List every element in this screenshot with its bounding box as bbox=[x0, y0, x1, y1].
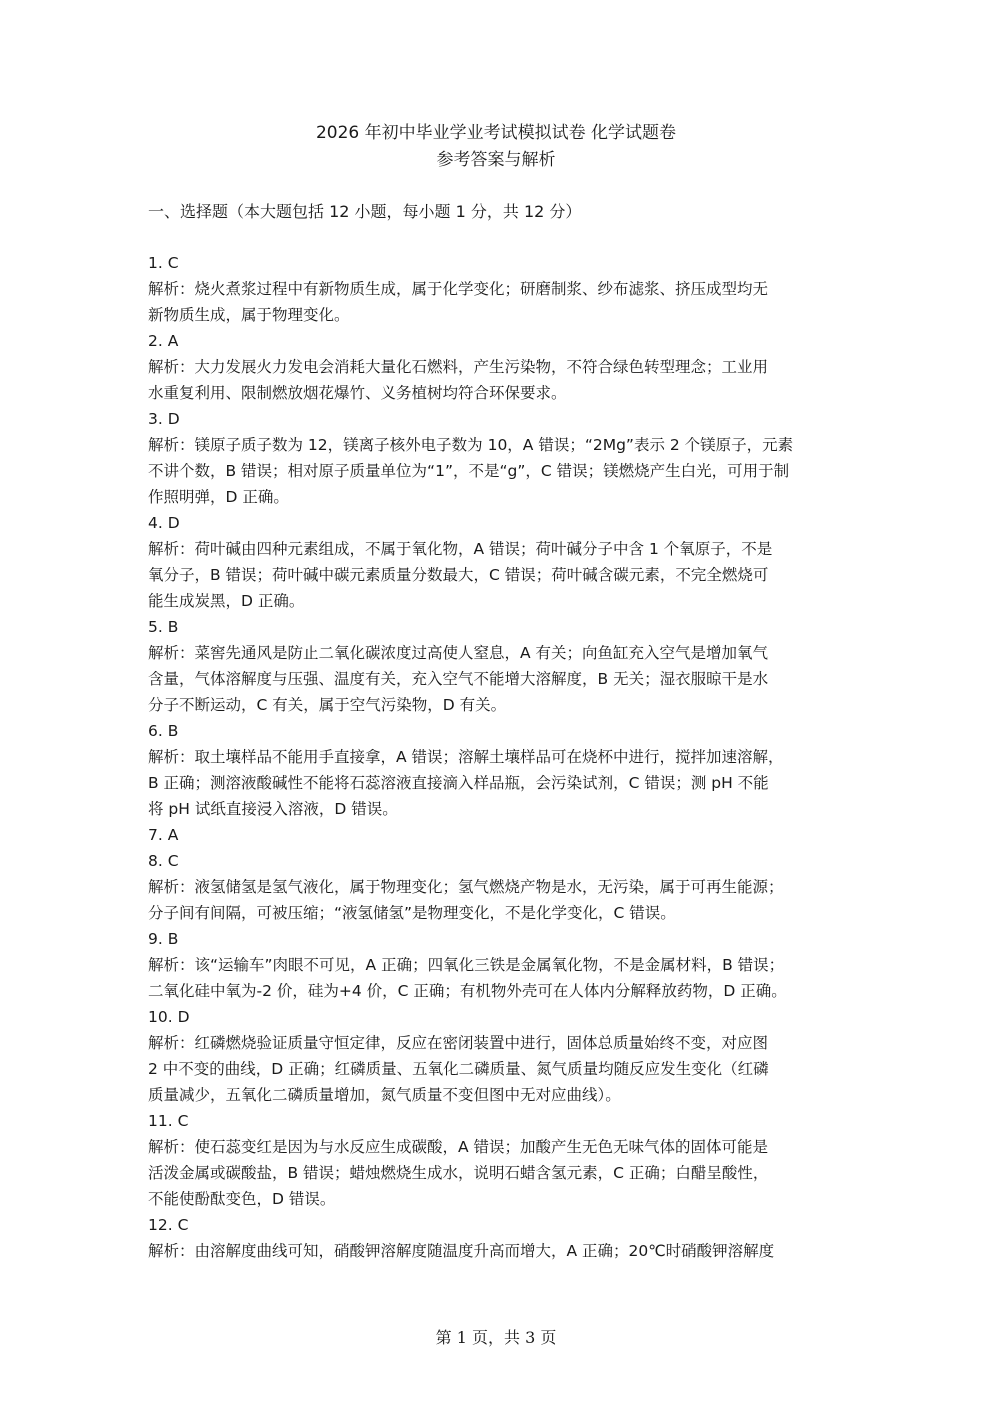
answer-label: 12. C bbox=[148, 1216, 189, 1234]
answer-item bbox=[148, 1212, 848, 1264]
answer-item bbox=[148, 718, 848, 822]
analysis-line: 解析：荷叶碱由四种元素组成，不属于氧化物，A 错误；荷叶碱分子中含 1 个氧原子，不是 bbox=[148, 540, 773, 558]
analysis-line: 能生成炭黑，D 正确。 bbox=[148, 592, 305, 610]
analysis-line: B 正确；测溶液酸碱性不能将石蕊溶液直接滴入样品瓶，会污染试剂，C 错误；测 pH 不能 bbox=[148, 774, 769, 792]
answer-item bbox=[148, 328, 848, 406]
answer-label: 3. D bbox=[148, 410, 180, 428]
analysis-line: 分子不断运动，C 有关，属于空气污染物，D 有关。 bbox=[148, 696, 507, 714]
analysis-line: 质量减少，五氧化二磷质量增加，氮气质量不变但图中无对应曲线）。 bbox=[148, 1086, 621, 1104]
analysis-line: 含量，气体溶解度与压强、温度有关，充入空气不能增大溶解度，B 无关；湿衣服晾干是水 bbox=[148, 670, 769, 688]
analysis-line: 解析：镁原子质子数为 12，镁离子核外电子数为 10，A 错误；“2Mg”表示 2 个镁原子，元素 bbox=[148, 436, 794, 454]
answer-item bbox=[148, 614, 848, 718]
analysis-line: 解析：由溶解度曲线可知，硝酸钾溶解度随温度升高而增大，A 正确；20℃时硝酸钾溶解度 bbox=[148, 1242, 775, 1260]
analysis-line: 解析：该“运输车”肉眼不可见，A 正确；四氧化三铁是金属氧化物，不是金属材料，B 错误； bbox=[148, 956, 785, 974]
answer-label: 5. B bbox=[148, 618, 179, 636]
analysis-line: 二氧化硅中氧为-2 价，硅为+4 价，C 正确；有机物外壳可在人体内分解释放药物，D 正确。 bbox=[148, 982, 787, 1000]
analysis-line: 作照明弹，D 正确。 bbox=[148, 488, 289, 506]
answer-label: 7. A bbox=[148, 826, 179, 844]
answer-list bbox=[148, 250, 848, 1264]
analysis-line: 2 中不变的曲线，D 正确；红磷质量、五氧化二磷质量、氮气质量均随反应发生变化（红磷 bbox=[148, 1060, 769, 1078]
page-title: 2026 年初中毕业学业考试模拟试卷 化学试题卷 bbox=[315, 123, 677, 143]
analysis-line: 解析：大力发展火力发电会消耗大量化石燃料，产生污染物，不符合绿色转型理念；工业用 bbox=[148, 358, 769, 376]
analysis-line: 解析：液氢储氢是氢气液化，属于物理变化；氢气燃烧产物是水，无污染，属于可再生能源； bbox=[148, 878, 784, 896]
page-footer: 第 1 页，共 3 页 bbox=[435, 1328, 557, 1347]
answer-label: 2. A bbox=[148, 332, 179, 350]
answer-item bbox=[148, 822, 848, 848]
answer-item bbox=[148, 848, 848, 926]
section-heading: 一、选择题（本大题包括 12 小题，每小题 1 分，共 12 分） bbox=[148, 202, 582, 221]
analysis-line: 解析：红磷燃烧验证质量守恒定律，反应在密闭装置中进行，固体总质量始终不变，对应图 bbox=[148, 1034, 769, 1052]
answer-item bbox=[148, 250, 848, 328]
answer-label: 11. C bbox=[148, 1112, 189, 1130]
answer-label: 4. D bbox=[148, 514, 180, 532]
analysis-line: 将 pH 试纸直接浸入溶液，D 错误。 bbox=[148, 800, 398, 818]
answer-item bbox=[148, 510, 848, 614]
answer-label: 6. B bbox=[148, 722, 179, 740]
answer-label: 9. B bbox=[148, 930, 179, 948]
answer-item bbox=[148, 1108, 848, 1212]
analysis-line: 不讲个数，B 错误；相对原子质量单位为“1”，不是“g”，C 错误；镁燃烧产生白光，可用于制 bbox=[148, 462, 790, 480]
analysis-line: 新物质生成，属于物理变化。 bbox=[148, 306, 350, 324]
page-subtitle: 参考答案与解析 bbox=[436, 150, 556, 170]
answer-label: 10. D bbox=[148, 1008, 190, 1026]
analysis-line: 不能使酚酞变色，D 错误。 bbox=[148, 1190, 336, 1208]
analysis-line: 解析：使石蕊变红是因为与水反应生成碳酸，A 错误；加酸产生无色无味气体的固体可能是 bbox=[148, 1138, 769, 1156]
answer-item bbox=[148, 406, 848, 510]
answer-label: 1. C bbox=[148, 254, 179, 272]
analysis-line: 解析：菜窖先通风是防止二氧化碳浓度过高使人窒息，A 有关；向鱼缸充入空气是增加氧气 bbox=[148, 644, 769, 662]
answer-item bbox=[148, 1004, 848, 1108]
analysis-line: 分子间有间隔，可被压缩；“液氢储氢”是物理变化，不是化学变化，C 错误。 bbox=[148, 904, 676, 922]
answer-item bbox=[148, 926, 848, 1004]
analysis-line: 解析：烧火煮浆过程中有新物质生成，属于化学变化；研磨制浆、纱布滤浆、挤压成型均无 bbox=[148, 280, 769, 298]
analysis-line: 水重复利用、限制燃放烟花爆竹、义务植树均符合环保要求。 bbox=[148, 384, 567, 402]
analysis-line: 解析：取土壤样品不能用手直接拿，A 错误；溶解土壤样品可在烧杯中进行，搅拌加速溶解， bbox=[148, 748, 784, 766]
answer-label: 8. C bbox=[148, 852, 179, 870]
analysis-line: 氧分子，B 错误；荷叶碱中碳元素质量分数最大，C 错误；荷叶碱含碳元素，不完全燃烧可 bbox=[148, 566, 769, 584]
analysis-line: 活泼金属或碳酸盐，B 错误；蜡烛燃烧生成水，说明石蜡含氢元素，C 正确；白醋呈酸性， bbox=[148, 1164, 769, 1182]
